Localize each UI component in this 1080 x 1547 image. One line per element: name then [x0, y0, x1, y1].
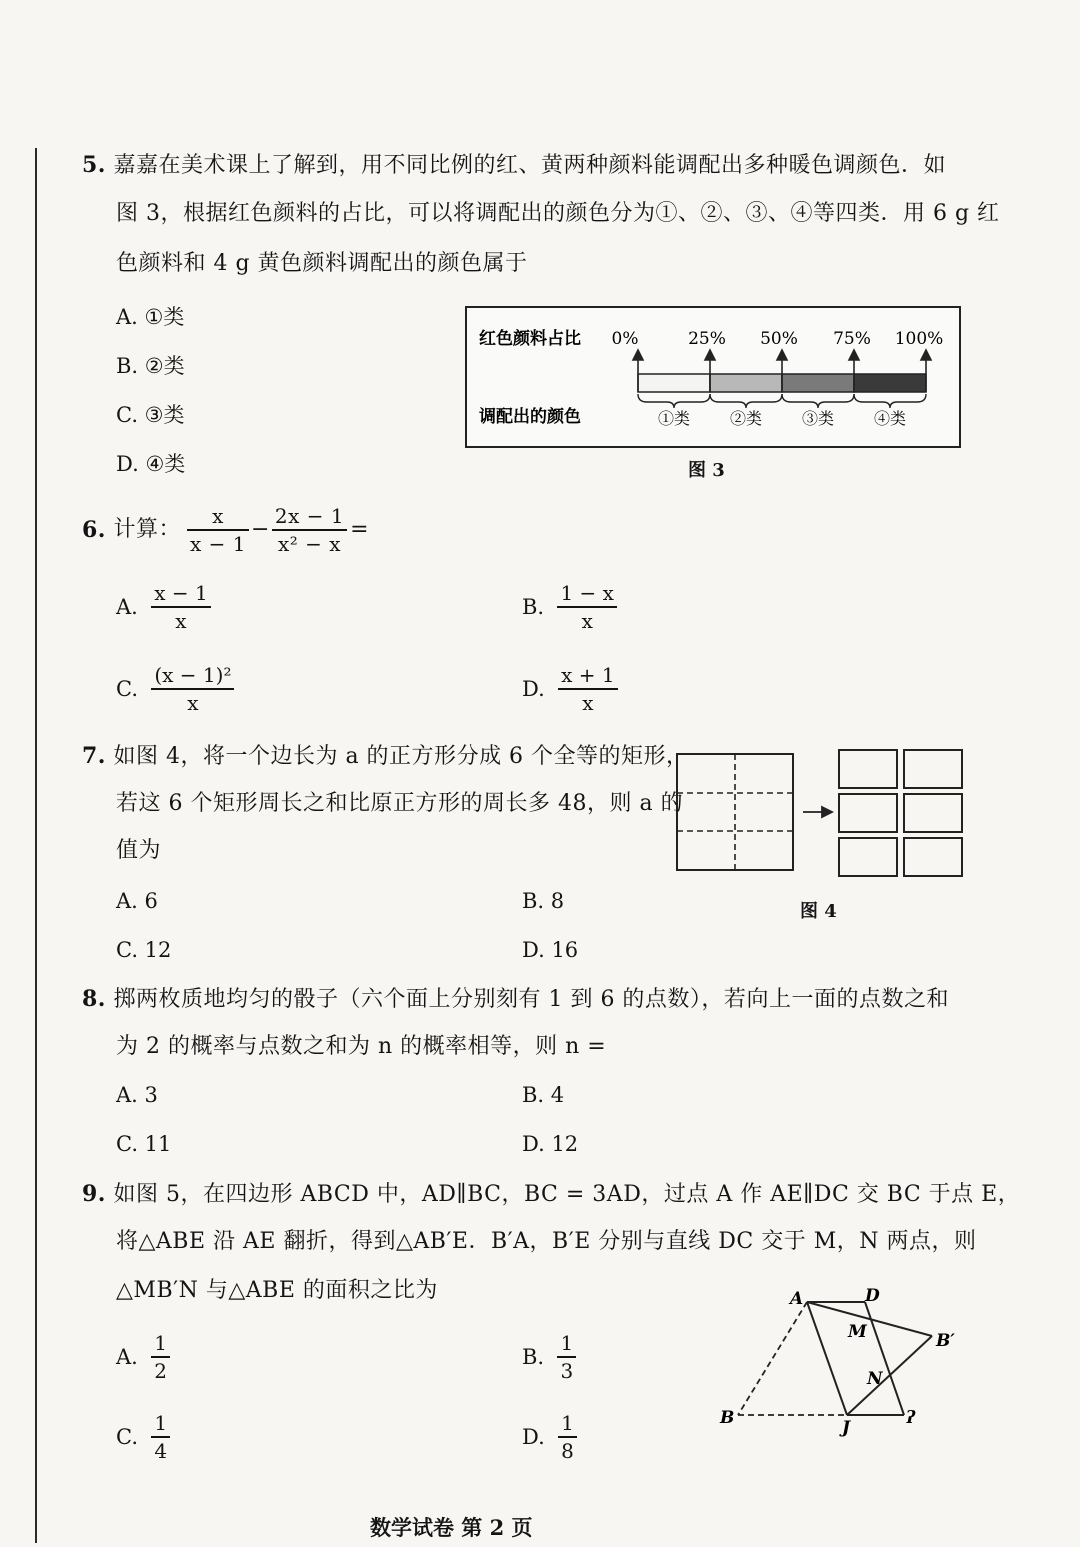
q9-line3: △MB′N 与△ABE 的面积之比为 [116, 1278, 438, 1303]
q9-option-b: B. $\frac{1}{3}$ [522, 1330, 576, 1384]
q9-line2: 将△ABE 沿 AE 翻折，得到△AB′E．B′A，B′E 分别与直线 DC 交于 M，N 两点，则 [116, 1229, 977, 1254]
fig4-dashed-cuts [677, 754, 793, 870]
q6-option-c: C. $\frac{\text{(x − 1)²}}{x}$ [116, 662, 234, 716]
q5-line3: 色颜料和 4 g 黄色颜料调配出的颜色属于 [116, 251, 528, 276]
q6-option-d: D. $\frac{x + 1}{x}$ [522, 662, 618, 716]
fig5-label-e: J [842, 1418, 851, 1438]
fig3-class-1: ①类 [657, 409, 691, 428]
fig5-label-d: D [865, 1286, 880, 1306]
q5-option-d: D. ④类 [116, 452, 186, 476]
fig5-label-n: N [867, 1369, 883, 1389]
q8-option-a: A. 3 [116, 1083, 158, 1107]
figure-3 [465, 306, 961, 448]
q8-line1: 8. 掷两枚质地均匀的骰子（六个面上分别刻有 1 到 6 的点数），若向上一面的点数之和 [82, 986, 949, 1012]
q6-stem: 6. 计算： $\frac{x}{x - 1}$ − $\frac{2x - 1}{\text{x² − x}}$ = [82, 504, 370, 556]
q9-option-d: D. $\frac{1}{8}$ [522, 1410, 577, 1464]
fig5-label-c: ʔ [906, 1408, 916, 1428]
figure-3-caption: 图 3 [688, 460, 725, 481]
q6-fraction-2: $\frac{2x - 1}{\text{x² − x}}$ [272, 503, 347, 557]
q5-line1: 5. 嘉嘉在美术课上了解到，用不同比例的红、黄两种颜料能调配出多种暖色调颜色．如 [82, 152, 946, 178]
fig3-tick-0: 0% [611, 329, 639, 349]
fig5-label-b: B [720, 1408, 735, 1428]
q7-option-d: D. 16 [522, 938, 579, 962]
page-footer: 数学试卷 第 2 页 [370, 1515, 533, 1540]
q7-line3: 值为 [116, 838, 162, 863]
binding-margin-line [35, 148, 37, 1543]
q5-option-c: C. ③类 [116, 403, 185, 427]
q8-option-d: D. 12 [522, 1132, 579, 1156]
q8-option-b: B. 4 [522, 1083, 565, 1107]
q7-option-b: B. 8 [522, 889, 565, 913]
q7-line2: 若这 6 个矩形周长之和比原正方形的周长多 48，则 a 的 [116, 791, 684, 816]
fig3-tick-100: 100% [894, 329, 944, 349]
q7-option-c: C. 12 [116, 938, 172, 962]
fig3-tick-25: 25% [688, 329, 726, 349]
fig5-lines [807, 1302, 932, 1415]
fig3-segment-3 [782, 374, 854, 392]
q5-line2: 图 3，根据红色颜料的占比，可以将调配出的颜色分为①、②、③、④等四类．用 6 g 红 [116, 201, 1000, 226]
fig5-label-b-prime: B′ [936, 1331, 955, 1351]
figure-4-caption: 图 4 [800, 901, 837, 922]
fig3-tick-50: 50% [760, 329, 798, 349]
q9-line1: 9. 如图 5，在四边形 ABCD 中，AD∥BC，BC = 3AD，过点 A 作 AE∥DC 交 BC 于点 E， [82, 1181, 1021, 1207]
fig5-dashed-lines [738, 1302, 847, 1415]
fig3-class-4: ④类 [873, 409, 907, 428]
fig3-braces [638, 394, 926, 408]
fig3-class-3: ③类 [801, 409, 835, 428]
fig5-label-a: A [790, 1289, 804, 1309]
fig3-segment-2 [710, 374, 782, 392]
q8-line2: 为 2 的概率与点数之和为 n 的概率相等，则 n = [116, 1034, 607, 1059]
figure-5-diagram [710, 1280, 970, 1440]
q5-option-b: B. ②类 [116, 354, 185, 378]
fig5-label-m: M [848, 1322, 867, 1342]
figure-3-diagram [467, 308, 959, 446]
fig3-tick-75: 75% [833, 329, 871, 349]
fig3-row1-label: 红色颜料占比 [479, 329, 581, 349]
q6-fraction-1: $\frac{x}{x - 1}$ [187, 503, 249, 557]
fig4-square [677, 754, 793, 870]
fig4-six-rectangles [839, 750, 962, 876]
q6-option-a: A. $\frac{x - 1}{x}$ [116, 580, 211, 634]
fig3-segment-4 [854, 374, 926, 392]
fig3-segment-1 [638, 374, 710, 392]
q5-option-a: A. ①类 [116, 305, 185, 329]
fig4-arrow [803, 807, 832, 817]
q7-option-a: A. 6 [116, 889, 158, 913]
fig3-row2-label: 调配出的颜色 [479, 407, 581, 427]
q8-option-c: C. 11 [116, 1132, 172, 1156]
fig3-class-2: ②类 [729, 409, 763, 428]
q7-line1: 7. 如图 4，将一个边长为 a 的正方形分成 6 个全等的矩形， [82, 743, 689, 769]
q9-option-a: A. $\frac{1}{2}$ [116, 1330, 170, 1384]
q6-option-b: B. $\frac{1 - x}{x}$ [522, 580, 617, 634]
q9-option-c: C. $\frac{1}{4}$ [116, 1410, 170, 1464]
figure-4-diagram [672, 748, 968, 886]
